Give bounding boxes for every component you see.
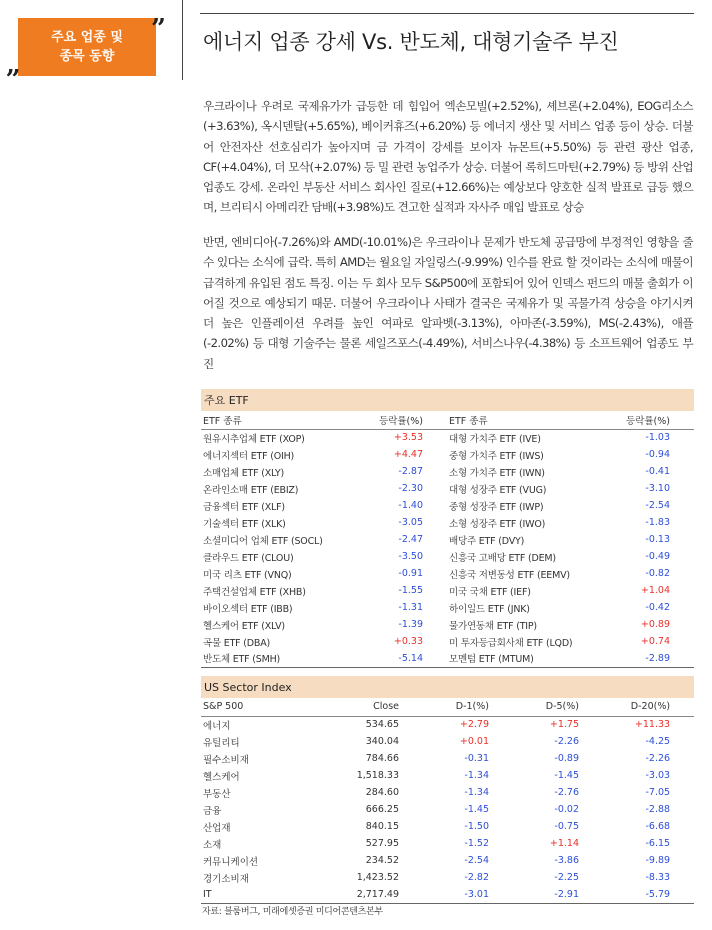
etf-table-row xyxy=(201,616,694,633)
sector-d5: +1.75 xyxy=(549,719,579,731)
etf-change-left: +0.33 xyxy=(393,636,423,647)
sector-d1: -1.50 xyxy=(464,821,489,832)
sector-name: 에너지 xyxy=(203,720,231,732)
sector-table-row xyxy=(201,733,694,750)
etf-change-left: -1.40 xyxy=(398,500,423,511)
sector-d1: -1.34 xyxy=(464,787,489,798)
etf-change-right: -3.10 xyxy=(645,483,670,494)
etf-name-left: 클라우드 ETF (CLOU) xyxy=(203,552,294,564)
sector-name: 경기소비재 xyxy=(203,873,249,885)
etf-change-right: -0.94 xyxy=(645,449,670,460)
etf-table-row xyxy=(201,514,694,531)
etf-name-left: 곡물 ETF (DBA) xyxy=(203,637,271,649)
sector-d1: -1.45 xyxy=(464,804,489,815)
etf-table-row xyxy=(201,531,694,548)
sector-header-name: S&P 500 xyxy=(201,698,321,716)
sector-close: 1,518.33 xyxy=(356,770,399,781)
etf-change-left: -2.47 xyxy=(398,534,423,545)
etf-table-row xyxy=(201,480,694,497)
etf-header-change-1: 등락률(%) xyxy=(351,411,447,429)
etf-name-right: 미 투자등급회사채 ETF (LQD) xyxy=(449,637,573,649)
etf-table-row xyxy=(201,497,694,514)
etf-table-row xyxy=(201,650,694,667)
sector-close: 234.52 xyxy=(365,855,399,866)
sector-d20: -3.03 xyxy=(645,770,671,781)
sector-table-row xyxy=(201,835,694,852)
etf-change-right: +1.04 xyxy=(640,585,670,596)
sector-name: 유틸리티 xyxy=(203,737,240,749)
quote-open-mark: „ xyxy=(6,50,21,80)
etf-change-right: -0.82 xyxy=(645,568,670,579)
sector-d20: -2.88 xyxy=(645,804,671,815)
etf-name-left: 바이오섹터 ETF (IBB) xyxy=(203,603,293,615)
sector-d5: -0.02 xyxy=(554,804,579,815)
etf-change-right: -1.03 xyxy=(645,432,670,444)
sector-header-d20: D-20(%) xyxy=(603,698,694,716)
sector-d5: -0.75 xyxy=(554,821,579,832)
etf-name-left: 반도체 ETF (SMH) xyxy=(201,650,351,667)
sector-close: 784.66 xyxy=(365,753,399,764)
etf-name-right: 대형 가치주 ETF (IVE) xyxy=(449,433,541,445)
sector-name: 소재 xyxy=(203,839,222,851)
sector-d5: -2.91 xyxy=(513,886,603,903)
etf-header-type-2: ETF 종류 xyxy=(447,411,599,429)
etf-name-right: 중형 성장주 ETF (IWP) xyxy=(449,501,544,513)
sector-d1: -0.31 xyxy=(464,753,489,764)
sector-table-row xyxy=(201,818,694,835)
etf-change-left: -2.87 xyxy=(398,466,423,477)
sector-close: 840.15 xyxy=(365,821,399,832)
etf-change-left: -1.39 xyxy=(398,619,423,630)
sector-d1: +2.79 xyxy=(459,719,489,731)
etf-table-row xyxy=(201,565,694,582)
sector-d20: -6.68 xyxy=(645,821,671,832)
etf-change-left: -5.14 xyxy=(351,650,447,667)
etf-table-row xyxy=(201,582,694,599)
etf-change-left: -0.91 xyxy=(398,568,423,579)
etf-name-right: 배당주 ETF (DVY) xyxy=(449,535,525,547)
sector-name: 산업재 xyxy=(203,822,231,834)
etf-header-change-2: 등락률(%) xyxy=(599,411,694,429)
etf-change-right: +0.89 xyxy=(640,619,670,630)
badge-box xyxy=(18,18,156,76)
etf-change-left: -3.05 xyxy=(398,517,423,528)
etf-name-right: 소형 가치주 ETF (IWN) xyxy=(449,467,545,479)
etf-name-left: 기술섹터 ETF (XLK) xyxy=(203,518,286,530)
etf-name-left: 소매업체 ETF (XLY) xyxy=(203,467,284,479)
paragraph-2: 반면, 엔비디아(-7.26%)와 AMD(-10.01%)은 우크라이나 문제가 반도체 공급망에 부정적인 영향을 줄 수 있다는 소식에 급락. 특히 AMD는 월요일 자일링스(-9.99%) 인수를 완료 할 것이라는 소식에 매물이 급격하게 유입된 점도 특징. 이는 두 회사 모두 S&P500에 포함되어 있어 인덱스 펀드의 매물 출회가 이어질 것으로 예상되기 때문. 더불어 우크라이나 사태가 결국은 국제유가 및 곡물가격 상승을 야기시켜 더 높은 인플레이션 우려를 높인 여파로 알파벳(-3.13%), 아마존(-3.59%), MS(-2.43%), 애플(-2.02%) 등 대형 기술주는 물론 세일즈포스(-4.49%), 서비스나우(-4.38%) 등 소프트웨어 업종도 부진 xyxy=(203,235,693,371)
sector-d5: -2.26 xyxy=(554,736,579,747)
etf-name-right: 물가연동채 ETF (TIP) xyxy=(449,620,537,632)
etf-name-right: 소형 성장주 ETF (IWO) xyxy=(449,518,546,530)
etf-table xyxy=(201,389,694,668)
sector-d5: -2.25 xyxy=(554,872,579,883)
sector-close: 666.25 xyxy=(365,804,399,815)
sector-close: 340.04 xyxy=(365,736,399,747)
sector-header-d5: D-5(%) xyxy=(513,698,603,716)
sector-d1: -2.54 xyxy=(464,855,489,866)
sector-d5: -2.76 xyxy=(554,787,579,798)
sector-table-row xyxy=(201,852,694,869)
sector-d20: +11.33 xyxy=(634,719,671,731)
paragraph-1: 우크라이나 우려로 국제유가가 급등한 데 힘입어 엑손모빌(+2.52%), 셰브론(+2.04%), EOG리소스(+3.63%), 옥시덴탈(+5.65%), 베이커휴즈(+6.20%) 등 에너지 생산 및 서비스 업종 등이 상승. 더불어 안전자산 선호심리가 높아지며 금 가격이 강세를 보이자 뉴몬트(+5.50%) 등 관련 광산 업종, CF(+4.04%), 더 모삭(+2.07%) 등 밀 관련 농업주가 상승. 더불어 록히드마틴(+2.79%) 등 방위 산업 업종도 강세. 온라인 부동산 서비스 회사인 질로(+12.66%)는 예상보다 양호한 실적 발표로 급등 했으며, 브리티시 아메리칸 담배(+3.98%)도 견고한 실적과 자사주 매입 발표로 상승 xyxy=(203,99,693,215)
top-rule xyxy=(200,13,694,14)
sector-table-row xyxy=(201,767,694,784)
etf-change-right: +0.74 xyxy=(640,636,670,647)
section-badge xyxy=(6,12,166,82)
sector-d20: -7.05 xyxy=(645,787,671,798)
etf-name-left: 주택건설업체 ETF (XHB) xyxy=(203,586,306,598)
sector-d1: -1.52 xyxy=(464,838,489,849)
sector-name: 커뮤니케이션 xyxy=(203,856,259,868)
sector-d20: -4.25 xyxy=(645,736,671,747)
etf-change-right: -2.89 xyxy=(599,650,694,667)
sector-table-row xyxy=(201,801,694,818)
vertical-divider xyxy=(182,0,183,80)
etf-name-right: 모멘텀 ETF (MTUM) xyxy=(447,650,599,667)
etf-change-right: -0.13 xyxy=(645,534,670,545)
etf-table-row xyxy=(201,633,694,650)
etf-table-row xyxy=(201,548,694,565)
etf-name-left: 원유시추업체 ETF (XOP) xyxy=(203,433,305,445)
etf-change-left: -1.55 xyxy=(398,585,423,596)
etf-change-left: +3.53 xyxy=(393,432,423,444)
etf-table-row xyxy=(201,463,694,480)
sector-d20: -6.15 xyxy=(645,838,671,849)
badge-line-1: 주요 업종 및 xyxy=(51,30,123,45)
sector-d5: +1.14 xyxy=(549,838,579,849)
sector-header-close: Close xyxy=(321,698,423,716)
sector-d20: -9.89 xyxy=(645,855,671,866)
sector-close: 534.65 xyxy=(365,719,399,731)
sector-d5: -1.45 xyxy=(554,770,579,781)
sector-name: IT xyxy=(201,886,321,903)
sector-d1: +0.01 xyxy=(459,736,489,747)
source-note: 자료: 블룸버그, 미래에셋증권 미디어콘텐츠본부 xyxy=(202,907,383,917)
etf-change-left: +4.47 xyxy=(393,449,423,460)
sector-d5: -3.86 xyxy=(554,855,579,866)
etf-name-left: 에너지섹터 ETF (OIH) xyxy=(203,450,295,462)
sector-name: 헬스케어 xyxy=(203,771,240,783)
sector-name: 부동산 xyxy=(203,788,231,800)
etf-name-left: 금융섹터 ETF (XLF) xyxy=(203,501,285,513)
etf-table-title: 주요 ETF xyxy=(201,389,694,411)
etf-name-right: 하이일드 ETF (JNK) xyxy=(449,603,530,615)
sector-d1: -2.82 xyxy=(464,872,489,883)
etf-table-row xyxy=(201,599,694,616)
etf-change-right: -0.49 xyxy=(645,551,670,562)
headline: 에너지 업종 강세 Vs. 반도체, 대형기술주 부진 xyxy=(203,30,619,54)
etf-change-right: -0.42 xyxy=(645,602,670,613)
etf-table-row xyxy=(201,429,694,446)
quote-close-mark: ” xyxy=(151,14,166,44)
etf-name-right: 대형 성장주 ETF (VUG) xyxy=(449,484,547,496)
etf-name-right: 미국 국채 ETF (IEF) xyxy=(449,586,531,598)
etf-change-left: -3.50 xyxy=(398,551,423,562)
sector-close: 1,423.52 xyxy=(356,872,399,883)
sector-close: 527.95 xyxy=(365,838,399,849)
sector-name: 금융 xyxy=(203,805,222,817)
sector-d5: -0.89 xyxy=(554,753,579,764)
etf-name-left: 미국 리츠 ETF (VNQ) xyxy=(203,569,292,581)
sector-table-row xyxy=(201,716,694,733)
etf-change-left: -1.31 xyxy=(398,602,423,613)
sector-table-row xyxy=(201,886,694,903)
sector-table xyxy=(201,676,694,904)
etf-change-left: -2.30 xyxy=(398,483,423,494)
badge-line-2: 종목 동향 xyxy=(59,49,115,64)
etf-name-right: 신흥국 고배당 ETF (DEM) xyxy=(449,552,556,564)
etf-name-left: 헬스케어 ETF (XLV) xyxy=(203,620,285,632)
sector-d20: -8.33 xyxy=(645,872,671,883)
sector-name: 필수소비재 xyxy=(203,754,249,766)
sector-header-d1: D-1(%) xyxy=(423,698,513,716)
etf-name-left: 소셜미디어 업체 ETF (SOCL) xyxy=(203,535,323,547)
sector-d20: -2.26 xyxy=(645,753,671,764)
sector-d20: -5.79 xyxy=(603,886,694,903)
sector-close: 284.60 xyxy=(365,787,399,798)
etf-table-row xyxy=(201,446,694,463)
sector-table-row xyxy=(201,869,694,886)
sector-d1: -1.34 xyxy=(464,770,489,781)
sector-close: 2,717.49 xyxy=(321,886,423,903)
etf-name-right: 중형 가치주 ETF (IWS) xyxy=(449,450,544,462)
sector-table-title: US Sector Index xyxy=(201,676,694,698)
etf-header-type-1: ETF 종류 xyxy=(201,411,351,429)
etf-name-left: 온라인소매 ETF (EBIZ) xyxy=(203,484,299,496)
etf-name-right: 신흥국 저변동성 ETF (EEMV) xyxy=(449,569,570,581)
etf-change-right: -1.83 xyxy=(645,517,670,528)
sector-table-row xyxy=(201,784,694,801)
etf-change-right: -2.54 xyxy=(645,500,670,511)
sector-d1: -3.01 xyxy=(423,886,513,903)
etf-change-right: -0.41 xyxy=(645,466,670,477)
sector-table-row xyxy=(201,750,694,767)
